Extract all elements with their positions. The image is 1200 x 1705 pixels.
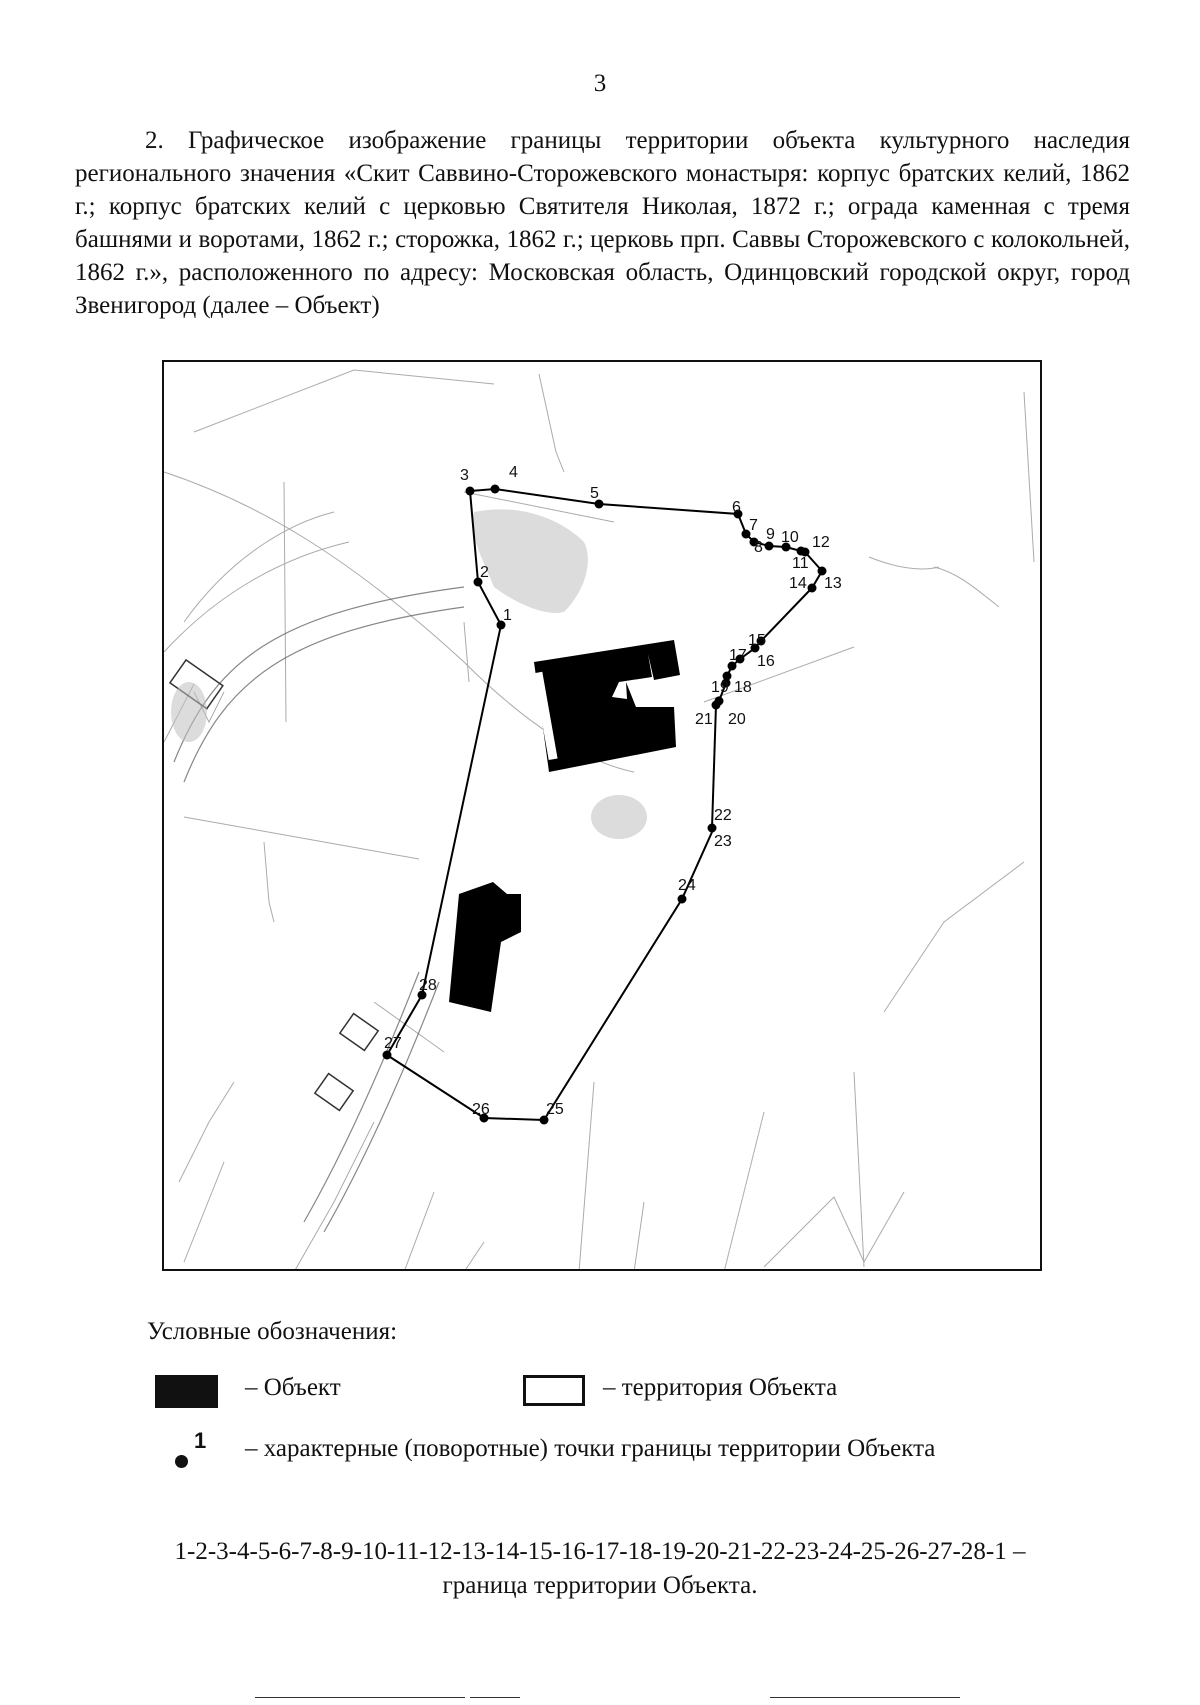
- point-label: 11: [792, 555, 809, 572]
- footer-divider-mid: [470, 1697, 520, 1698]
- page-number: 3: [593, 70, 607, 97]
- boundary-sequence-block: [0, 1535, 1200, 1603]
- boundary-sequence: 1-2-3-4-5-6-7-8-9-10-11-12-13-14-15-16-17-18-19-20-21-22-23-24-25-26-27-28-1 –: [174, 1538, 1026, 1565]
- point-label: 23: [714, 833, 732, 850]
- point-label: 13: [824, 575, 842, 592]
- boundary-map: [162, 360, 1042, 1271]
- point-label: 28: [419, 977, 437, 994]
- point-label: 26: [472, 1101, 490, 1118]
- turning-point-24: [678, 895, 687, 904]
- point-label: 18: [734, 679, 752, 696]
- point-label: 16: [757, 653, 775, 670]
- legend-point-icon: [175, 1455, 188, 1468]
- point-label: 7: [749, 517, 758, 534]
- point-label: 1: [503, 607, 512, 624]
- turning-point-3: [466, 487, 475, 496]
- point-label: 14: [789, 575, 807, 592]
- point-label: 5: [590, 485, 599, 502]
- legend-points-label: – характерные (поворотные) точки границы территории Объекта: [245, 1435, 936, 1462]
- intro-paragraph: 2. Графическое изображение границы территории объекта культурного наследия регионального значения «Скит Саввино-Сторожевского монастыря: корпус братских келий, 1862 г.; корпус братских келий с церковью Святителя Николая, 1872 г.; ограда каменная с тремя башнями и воротами, 1862 г.; сторожка, 1862 г.; церковь прп. Саввы Сторожевского с колокольней, 1862 г.», расположенного по адресу: Московская область, Одинцовский городской округ, город Звенигород (далее – Объект): [75, 127, 1130, 319]
- legend-territory-swatch: [523, 1375, 585, 1406]
- point-label: 20: [728, 711, 746, 728]
- boundary-caption: граница территории Объекта.: [442, 1572, 758, 1599]
- point-label: 27: [384, 1035, 402, 1052]
- point-label: 6: [732, 499, 741, 516]
- point-label: 25: [546, 1101, 564, 1118]
- footer-divider-right: [770, 1697, 960, 1698]
- road-lines: [174, 587, 464, 1232]
- point-label: 9: [766, 526, 775, 543]
- turning-point-labels: [384, 464, 842, 1118]
- turning-point-4: [491, 485, 500, 494]
- legend-point-number: 1: [194, 1428, 207, 1453]
- legend-object-label: – Объект: [245, 1374, 341, 1401]
- turning-point-22: [712, 701, 721, 710]
- turning-point-14: [808, 584, 817, 593]
- footer-divider-left: [255, 1697, 465, 1698]
- turning-point-23: [708, 824, 717, 833]
- point-label: 10: [781, 529, 799, 546]
- point-label: 8: [754, 539, 763, 556]
- object-building-south: [449, 882, 521, 1012]
- point-label: 24: [678, 877, 696, 894]
- point-label: 12: [812, 534, 830, 551]
- point-label: 19: [711, 679, 729, 696]
- point-label: 17: [729, 647, 747, 664]
- point-label: 2: [480, 564, 489, 581]
- legend-object-swatch: [155, 1375, 218, 1408]
- point-label: 15: [748, 632, 766, 649]
- legend-territory-label: – территория Объекта: [603, 1374, 838, 1401]
- legend-title: Условные обозначения:: [147, 1318, 398, 1345]
- point-label: 3: [460, 467, 469, 484]
- point-label: 22: [714, 807, 732, 824]
- point-label: 4: [509, 464, 518, 481]
- point-label: 21: [695, 711, 713, 728]
